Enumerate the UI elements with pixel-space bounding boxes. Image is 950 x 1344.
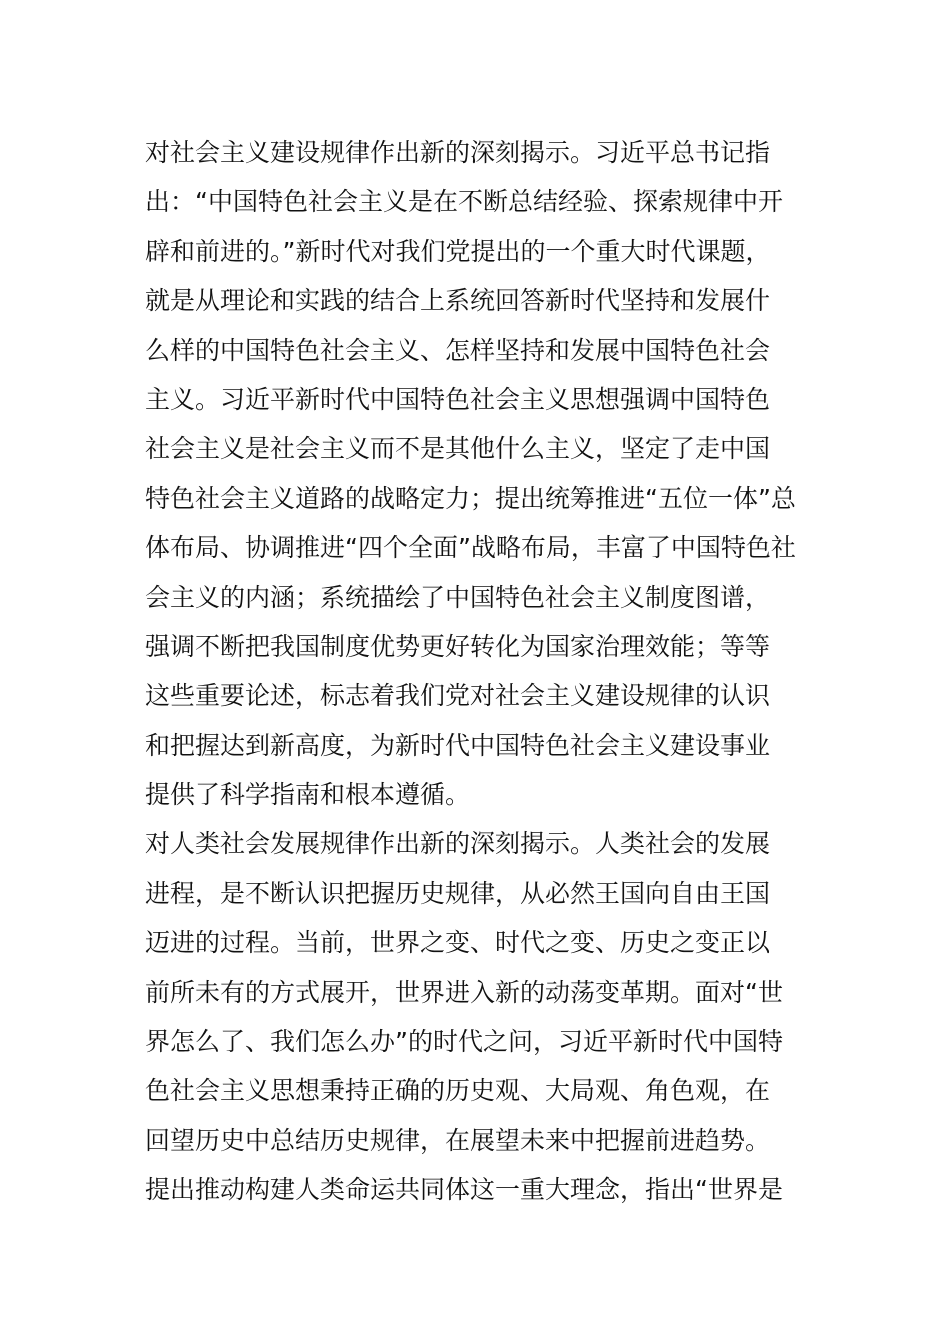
text-line: 就是从理论和实践的结合上系统回答新时代坚持和发展什 xyxy=(145,286,771,316)
text-line: 色社会主义思想秉持正确的历史观、大局观、角色观，在 xyxy=(145,1076,771,1106)
text-line: 和把握达到新高度，为新时代中国特色社会主义建设事业 xyxy=(145,730,771,760)
text-line: 对社会主义建设规律作出新的深刻揭示。习近平总书记指 xyxy=(145,138,771,167)
text-line: 前所未有的方式展开，世界进入新的动荡变革期。面对“世 xyxy=(145,977,783,1007)
text-line: 对人类社会发展规律作出新的深刻揭示。人类社会的发展 xyxy=(145,829,771,859)
text-line: 强调不断把我国制度优势更好转化为国家治理效能；等等 xyxy=(145,631,771,661)
text-line: 主义。习近平新时代中国特色社会主义思想强调中国特色 xyxy=(145,384,771,414)
text-line: 界怎么了、我们怎么办”的时代之问，习近平新时代中国特 xyxy=(145,1027,783,1057)
text-line: 提出推动构建人类命运共同体这一重大理念，指出“世界是 xyxy=(145,1175,783,1205)
text-line: 辟和前进的。”新时代对我们党提出的一个重大时代课题， xyxy=(145,236,771,266)
text-line: 进程，是不断认识把握历史规律，从必然王国向自由王国 xyxy=(145,878,771,908)
body-text xyxy=(145,128,815,1215)
text-line: 这些重要论述，标志着我们党对社会主义建设规律的认识 xyxy=(145,681,771,711)
text-line: 会主义的内涵；系统描绘了中国特色社会主义制度图谱， xyxy=(145,582,771,612)
text-line: 迈进的过程。当前，世界之变、时代之变、历史之变正以 xyxy=(145,928,771,958)
text-line: 回望历史中总结历史规律，在展望未来中把握前进趋势。 xyxy=(145,1125,771,1155)
text-line: 提供了科学指南和根本遵循。 xyxy=(145,780,471,810)
text-line: 么样的中国特色社会主义、怎样坚持和发展中国特色社会 xyxy=(145,335,771,365)
text-line: 体布局、协调推进“四个全面”战略布局，丰富了中国特色社 xyxy=(145,533,796,563)
text-line: 社会主义是社会主义而不是其他什么主义，坚定了走中国 xyxy=(145,434,771,464)
text-line: 特色社会主义道路的战略定力；提出统筹推进“五位一体”总 xyxy=(145,483,796,513)
text-line: 出：“中国特色社会主义是在不断总结经验、探索规律中开 xyxy=(145,187,783,217)
